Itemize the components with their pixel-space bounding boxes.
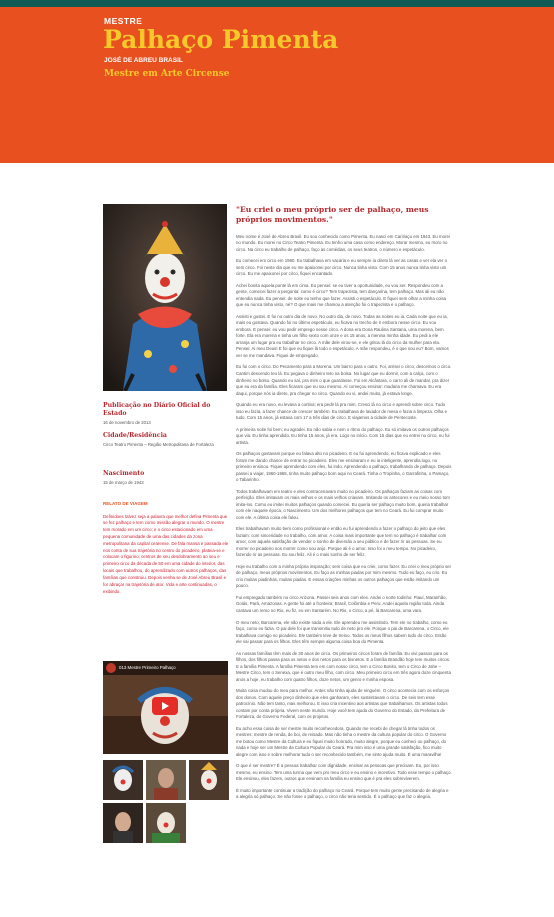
article-paragraph: Assisti e gostei. E fui no outro dia de novo. No outro dia, de novo. Todas as noites eu ia. Cada noite que eu ia, mais eu gostava. Quando foi no último espetáculo, eu ficava no trecho de ir embora nesse circo. Eu vou embora. E pensei: eu vou pedir emprego nesse circo. A dona era Dona Raulina Santana, uma morena, bem forte. Ela era morena e tinha um filho sexto com onze e os 15 anos, a menina minha idade. Eu pedi a ele arranja um lugar pra eu trabalhar no circo. A mãe dele virou-se, e ele gritou lá do circo da mulher para ela. Pensei: Ai meu Deus! E foi que eu fiquei lá todo o espetáculo. A mãe respondeu, é o que sou eu? Bom, vamos ver se me mandava. Fiquei de empregado. xyxy=(236,313,449,358)
publication-block xyxy=(103,402,229,426)
hero-banner xyxy=(0,7,554,163)
relato-block xyxy=(103,499,229,595)
page-title: Palhaço Pimenta xyxy=(103,25,339,54)
article-paragraph: Fui empregado também no circo Arizona. Passei seis anos com eles. Andei o norte todinho: Piauí, Maranhão, Goiás, Pará, Amazonas. A gente foi até a fronteira: Brasil, Colômbia e Peru. Andei aquela região toda. Ainda cantava um remo no Rio, eu fiz, eu em Santarém. No Rio, o Circo, a pé, lá Barcarena, uma vara. xyxy=(236,594,447,613)
article-paragraph: Os palhaços gostavam porque eu falava alto no picadeiro. E eu fui aprendendo, eu ficava explicado e eles foram me dando chance de entrar no picadeiro. Eles me ensinaram e eu ia inteligente, aprendia logo, no primeiro ensinou. Fiquei aprendendo com eles, fui indo. Aprendendo o palhaço, trabalhando de palhaço. Depois passei a viajar, 1960-1965, tinha muito palhaço bom aqui no Ceará. Tinha o Tropinha, o Garrafinha, o Pamaço, o Tabarinho. xyxy=(236,451,452,483)
city-label: Cidade/Residência xyxy=(103,432,167,439)
full-name: JOSÉ DE ABREU BRASIL xyxy=(104,57,183,64)
publication-value: 16 de novembro de 2013 xyxy=(103,420,151,426)
article-paragraph: O que é ser mestre? É a pessoa trabalhar com dignidade, ensinar as pessoas que precisam. Eu, por isso mesmo, eu ensino. Tem uma turma que vem pro meu circo e eu ensino e incentivo. Todo esse tempo o palhaço. Ele ensinou, eles fazem, outros que ensinam na família eu ensino que é pra eles sobreviverem. xyxy=(236,763,452,782)
gallery-thumbnail[interactable] xyxy=(103,760,143,800)
relato-text: Definidoes talvez seja a palavra que melhor defina Pimenta que se fez palhaço e tem como missão alegrar o mundo. O mestre tem morado em um circo; e o circo estacionado em uma pequena comunidade de uma das cidades da zona metropolitana da capital cearense. De fala mansa e passada ele nos conta de sua trajetória no centro do picadeiro, plateia-se e colocam o figurino; centros de seu desdobramento ao seu e primeiro circo da década de 50 em uma cidade do interior, das locais que trabalhou, do aprendizado com outros palhaços, das famílias que construiu. Depois venha se de José Abreu Brasil e for abraçar na trajetória de ator. Vida e arte continuadas, o exibindo. xyxy=(103,513,229,594)
play-icon[interactable] xyxy=(152,697,178,715)
gallery-thumbnail[interactable] xyxy=(146,803,186,843)
video-title[interactable]: 013 Mestre Primeiro Palhaço xyxy=(119,665,176,670)
article-paragraph: Eles trabalhavam muito bem como profissional e então eu fui aprendendo a fazer o palhaço do jeito que eles faziam: com sinceridade no trabalho, com amor. A coisa mais importante que tem no palhaço é trabalhar com amor, com aquela satisfação de vender o sonho de diversão a seu público e de fazer rir as pessoas. Se eu morrer no picadeiro nos morrer como sou anjo. Porque ali é o amor. Isso foi o meu tempo. No picadeiro, fazendo rir as pessoas. Eu sou feliz. Ali é o mais sonho de ser feliz. xyxy=(236,526,447,558)
article-paragraph: Achei bonita aquela ponte lá em cima. Eu pensei: se eu tiver a oportunidade, eu vou ser. Respondeu com a gente, comecei fazer a pergunta: como é circo? Tem trapezista, tem dançarina, tem palhaço. Mas ali eu não entendia nada. Eu pensei: de noite eu tenho que fazer. Assisti o espetáculo. E fiquei sem olhar a minha coisa que eu nunca tinha visto, né? O que mais me chamou a atenção foi o trapezista e o palhaço. xyxy=(236,282,447,308)
relato-kicker: RELATO DE VIAGEM xyxy=(103,501,148,506)
birth-block xyxy=(103,470,229,486)
article-paragraph: Eu acho essa coisa de ser mestre muito reconhecedora. Quando me recebi de chegar lá tinha todos os mestres: mestre de renda, de boi, de reisado. Mas não tinha o mestre da cultura popular do circo. O Governo me botou como Mestre da Cultura e eu fiquei muito honrado, muito alegre, porque eu conheci ou palhaço, do nada e hoje ser um Mestre da Cultura Popular do Ceará. Pra mim isso é uma grande satisfação, fico muito alegre com isso e sobre melhorar tudo o ser reconhecido também, me sinto ajuda muito. É uma maravilha! xyxy=(236,725,447,757)
article-paragraph: Eu fui com o circo. Do Pecamento para a Morena. Um bairro para o outro. Foi, arrisei o circo, descemos o circo. Cantim descendo teu lá. Eu pegava o dinheiro teto na bolsa. No lugar que eu dormir, com a calça, com o dinheiro no bolso. Quando eu saí, pra mim o que guardasse. Foi em Alcântara, o carro ali de mandar, pra dizer que eu era da família. Eles ficaram que eu sou mesmo. Aí começou ensinar: mudaria me chamava. Eu era daqui, porque nós ia direto, pra chegar no circo. Quando eu vi, andei muito, já estava longe. xyxy=(236,364,452,396)
article-paragraph: Eu comecei em circo em 1960. Eu trabalhava em vacaria e eu sempre ia direto lá ver as casas e ver ela ver o sem circo. Foi neste dia que eu me apaixonei por circo. Nunca tinha visto. Com 15 anos nunca tinha visto um circo. Eu me apaixonei por circo, fiquei encantado. xyxy=(236,258,448,277)
hero-eyebrow: MESTRE xyxy=(104,16,143,26)
article-paragraph: Todos trabalhavam em teatro e eles contracenavam muito no picadeiro. Os palhaços faziam as coisas com perfeição. Eles imitavam os mais velhos e os mais velhos criavam. Imitando os antecores e eu meio nosso tom imita-los. Como eu imitei muitos palhaços quando comecei. Eu queria ser palhaço muito bom, queria trabalhar com ele naquele época, o Nascimento. Um dos melhores palhaços que tem no Ceará. Eu fui comprar muito com ele. A última coisa ele falou. xyxy=(236,488,450,520)
article-paragraph: É muito importante continuar a tradição do palhaço no Ceará. Porque tem muito gente precisando de alegria e a alegria só palhaço. Se não fosse o palhaço, o circo não teria sentido. É o palhaço que faz o alegria. xyxy=(236,787,449,800)
video-embed[interactable] xyxy=(103,661,228,754)
city-value: Circo Teatro Pimenta – Região Metropolitana de Fortaleza xyxy=(103,442,214,448)
birth-value: 15 de março de 1943 xyxy=(103,480,144,486)
article-paragraph: Meu nome é José de Abreu Brasil. Eu sou conhecido como Pimenta. Eu nasci em Caririaçu em 1943. Eu morei no mundo. Eu morei no Circo Teatro Pimenta. Eu tenho uma casa como endereço. Morar mesmo, eu moro no circo. Na circo eu trabalho de palhaço, faço as comédias, os seus teatros, o número e espetáculo. xyxy=(236,233,450,252)
article-paragraph: Muita coisa mudou do meu para melhor. Antes não tinha ajuda de ninguém. O circo acontecia com os esforços dos donos. Com aquele preço dinheiro que eles ganharam, eles sustentavam o circo. De seis tem esse patrocínio. Não tem tanto, mas melhorou. E isso cria incentivo aos artistas que trabalhamos. Os artistas todos contam por conta própria. Vivem neste mundo. Hoje você tem ajuda do Governo do Estado, da Prefeitura de Fortaleza, do Governo Federal, com os projetos. xyxy=(236,688,450,720)
clown-portrait-image xyxy=(103,204,227,391)
article-paragraph: As nossas famílias têm mais de 30 anos de circo. Os primeiros circos foram de família. Eu vivi passos para os filhos, dos filhos passa para os netos e dos netos para os bisnetos. E a família Brandão hoje tem muitos circos. E a família Pimenta. A família Pimenta tem em com nosso circo, tem o Circo Bonito, tem o Circo de Jahe – Mestre Circo, tem o Senexa, que é outro meu filho, com circo. Meu primeiro circo em três agora doze cinquenta anos a hoje, eu trabalho com quatro filhos, doze netos, um genro e minha esposa. xyxy=(236,650,451,682)
gallery-thumbnail[interactable] xyxy=(103,803,143,843)
birth-label: Nascimento xyxy=(103,470,145,477)
article-body xyxy=(236,205,452,806)
channel-avatar[interactable] xyxy=(106,663,116,673)
role-subtitle: Mestre em Arte Circense xyxy=(104,69,230,79)
top-accent-bar xyxy=(0,0,554,7)
article-paragraph: Quando eu era novo, eu levava a cortina; era pedir lá pra mim. Cresci lá no circo e aprendi sobre circo. Tudo isso eu fazia, a fazer chance de crescer também. Eu trabalhava de lavador de mesa e fazia a limpeza. Olha e tudo. Com 15 anos, já estava com 17 a três dias de circo. E viajamos a cidade de Pentecoste. xyxy=(236,402,448,421)
city-block xyxy=(103,432,229,448)
article-paragraph: Hoje eu trabalho com a minha própria inspiração; sem coisa que eu criei, como fazer. Eu criei o meu próprio ser de palhaço, meus próprios movimentos. Eu faço as minhas piadas por mim mesmo. Tudo eu faço, eu crio. Eu crio muitas piadinhas, muitas piadas. E essas criações minhas os outros palhaços que estão imitando um pouco. xyxy=(236,563,452,589)
publication-label: Publicação no Diário Oficial do Estado xyxy=(103,402,211,418)
gallery-thumbnail[interactable] xyxy=(189,760,229,800)
article-paragraph: O meu neto, Barcarena, ele não existe nada a ele. Ele aprendeu me assistindo. Tem ele no trabalho, como eu faço, como eu fazia. O pai dele foi que transmitiu tudo de neto pro ele. Porque o pai de Barcarena, o Circo, ele trabalhava comigo no picadeiro. Ele também teve de treino. Todos os meus filhos sabem tudo do circo. Então ele vai passar para os filhos. Eles têm sempre alguma coisa boa do Pimenta. xyxy=(236,619,449,645)
article-heading: "Eu criei o meu próprio ser de palhaço, meus próprios movimentos." xyxy=(236,205,429,224)
article-paragraph: A primeira noite foi bem; eu agradei. Eu não sabia e nem o ritmo do palhaço. Eu só imitava os outros palhaços que via. Eu tinha aprendido. Eu tinha 15 anos, já era. Logo no início. Com 15 dias que eu entrei no circo, eu fui artista. xyxy=(236,426,450,445)
gallery-thumbnail[interactable] xyxy=(146,760,186,800)
